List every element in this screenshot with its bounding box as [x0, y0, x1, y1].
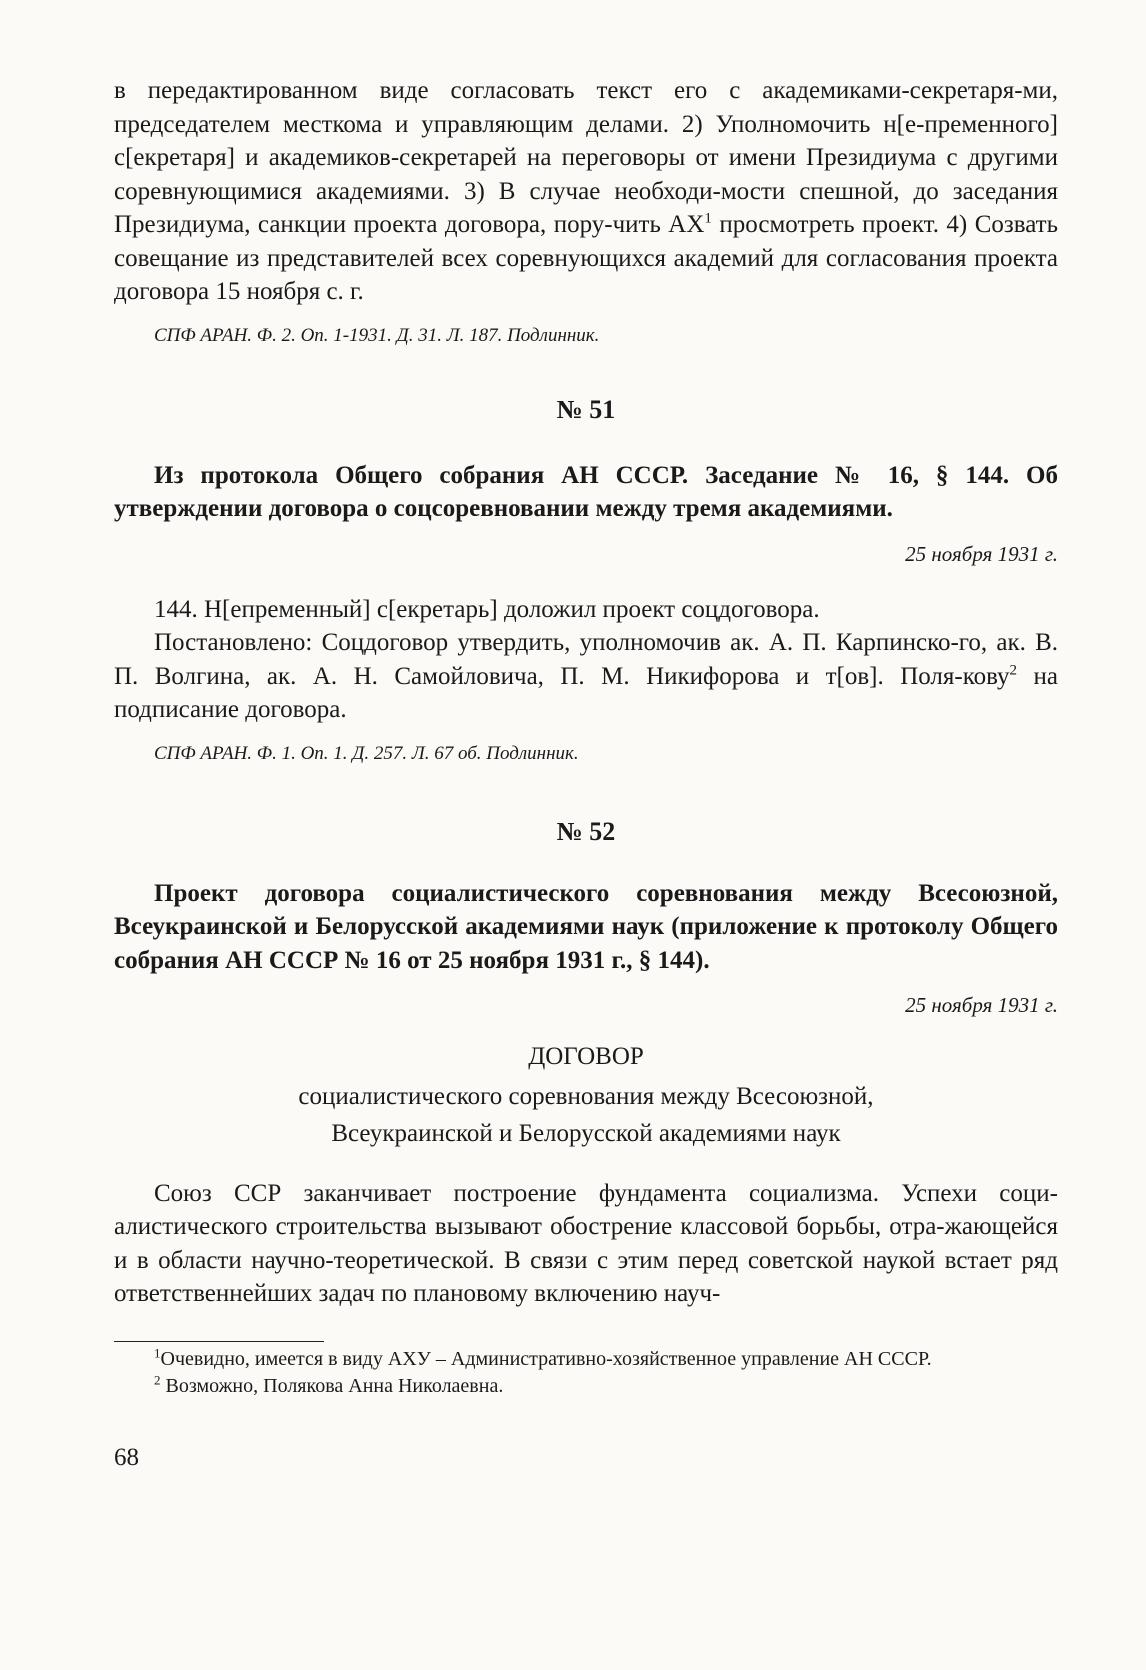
footnote-2: $^2$ Возможно, Полякова Анна Николаевна.	[154, 1371, 504, 1397]
continuation-paragraph: в передактированном виде согласовать текст его с академиками-секретаря-ми, председателем месткома и управляющим делами. 2) Уполномочить н[е-пременного] с[екретаря] и академиков-секретарей на переговоры от имени Президиума с другими соревнующимися академиями. 3) В случае необходи-мости спешной, до заседания Президиума, санкции проекта договора, пору-чить $АХ^1$ просмотреть проект. 4) Созвать совещание из представителей всех соревнующихся академий для согласования проекта договора 15 ноября с. г.	[114, 77, 1058, 305]
document-date-52: 25 ноября 1931 г.	[905, 993, 1058, 1017]
document-title-51: Из протокола Общего собрания АН СССР. Заседание № 16, § 144. Об утверждении договора о соцсоревновании между тремя академиями.	[114, 461, 1058, 522]
archive-source-50: СПФ АРАН. Ф. 2. Оп. 1-1931. Д. 31. Л. 187. Подлинник.	[154, 324, 600, 346]
contract-heading: ДОГОВОР	[528, 1043, 644, 1070]
paragraph-144: 144. Н[епременный] с[екретарь] доложил проект соцдоговора.	[154, 595, 820, 623]
contract-body: Союз ССР заканчивает построение фундамента социализма. Успехи соци-алистического строительства вызывают обострение классовой борьбы, отра-жающейся и в области научно-теоретической. В связи с этим перед советской наукой встает ряд ответственнейших задач по плановому включению науч-	[114, 1179, 1058, 1307]
contract-subheading-1: социалистического соревнования между Всесоюзной,	[298, 1082, 874, 1110]
footnote-divider	[114, 1341, 324, 1342]
document-date-51: 25 ноября 1931 г.	[905, 541, 1058, 566]
resolution-paragraph: Постановлено: Соцдоговор утвердить, уполномочив ак. А. П. Карпинско-го, ак. В. П. Волгина, ак. А. Н. Самойловича, П. М. Никифорова и т[ов]. Поля-кову$^2$ на подписание договора.	[114, 629, 1058, 723]
footnote-ref-2[interactable]: 2	[1009, 662, 1018, 679]
footnote-ref-1[interactable]: 1	[704, 210, 712, 227]
page-number: 68	[114, 1443, 139, 1471]
footnote-1: $^1$Очевидно, имеется в виду АХУ – Административно-хозяйственное управление АН СССР.	[154, 1344, 932, 1370]
document-page	[114, 74, 1058, 1472]
document-title-52: Проект договора социалистического соревнования между Всесоюзной, Всеукраинской и Белорусской академиями наук (приложение к протоколу Общего собрания АН СССР № 16 от 25 ноября 1931 г., § 144).	[114, 879, 1058, 974]
archive-source-51: СПФ АРАН. Ф. 1. Оп. 1. Д. 257. Л. 67 об. Подлинник.	[154, 742, 579, 764]
document-number-52: № 52	[556, 816, 616, 846]
contract-subheading-2: Всеукраинской и Белорусской академиями наук	[331, 1120, 841, 1147]
document-number-51: № 51	[556, 394, 616, 424]
